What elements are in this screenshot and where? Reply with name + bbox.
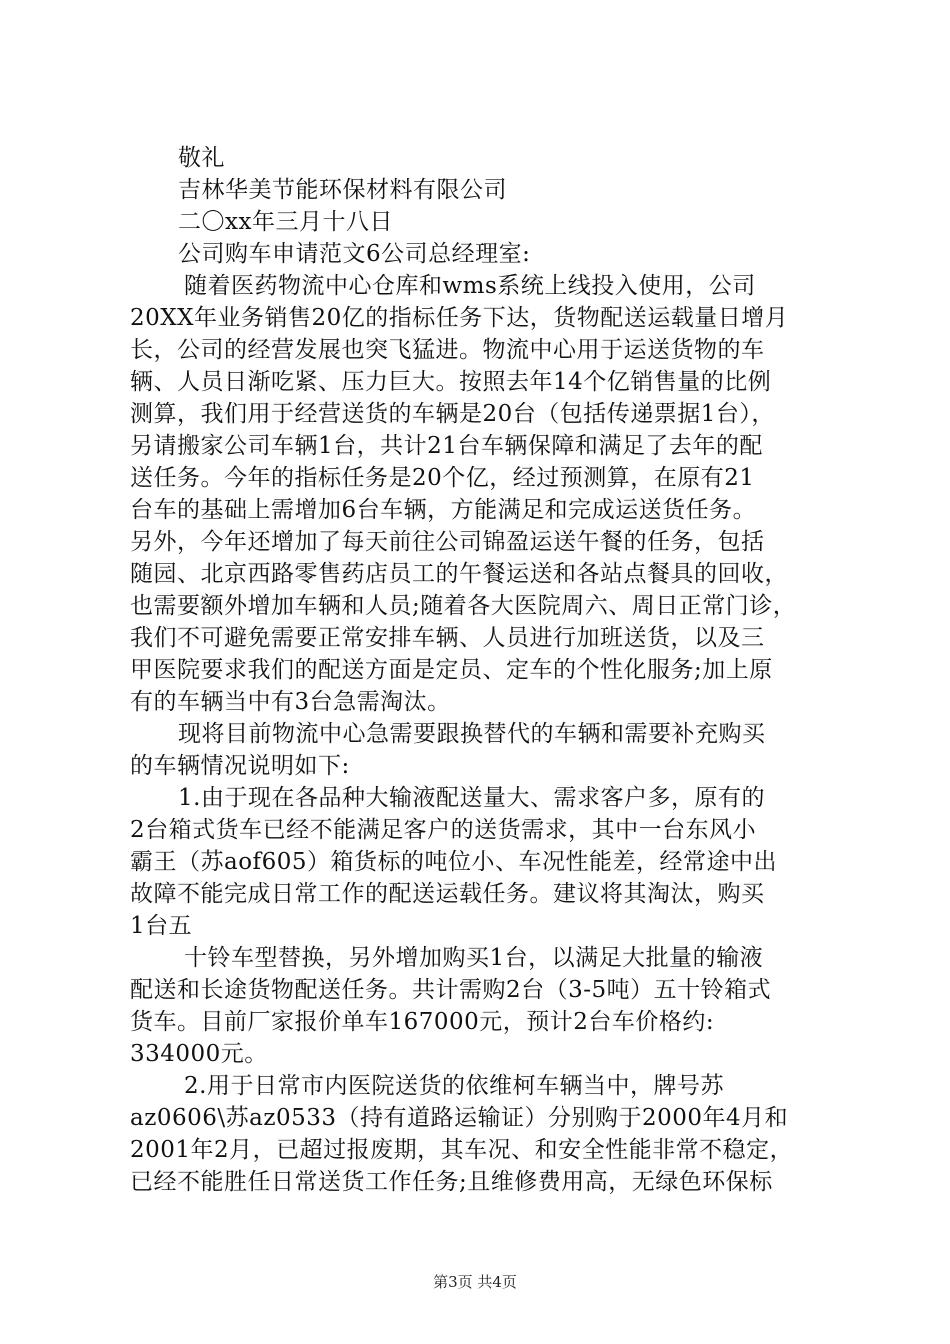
text-line: 1.由于现在各品种大输液配送量大、需求客户多，原有的 xyxy=(178,785,765,811)
text-line: 随着医药物流中心仓库和wms系统上线投入使用，公司 xyxy=(184,273,756,299)
text-line: 的车辆情况说明如下: xyxy=(130,753,350,779)
text-line: 故障不能完成日常工作的配送运载任务。建议将其淘汰，购买 xyxy=(130,881,765,907)
text-line: 另请搬家公司车辆1台，共计21台车辆保障和满足了去年的配 xyxy=(130,433,763,459)
text-line: 随园、北京西路零售药店员工的午餐运送和各站点餐具的回收， xyxy=(130,561,788,587)
text-line: 测算，我们用于经营送货的车辆是20台（包括传递票据1台）， xyxy=(130,401,775,427)
text-line: 有的车辆当中有3台急需淘汰。 xyxy=(130,689,451,715)
text-line: 送任务。今年的指标任务是20个亿，经过预测算，在原有21 xyxy=(130,465,755,491)
text-line: 十铃车型替换，另外增加购买1台，以满足大批量的输液 xyxy=(184,945,764,971)
text-line: 甲医院要求我们的配送方面是定员、定车的个性化服务;加上原 xyxy=(130,657,773,683)
text-line: 吉林华美节能环保材料有限公司 xyxy=(178,177,507,203)
text-line: 另外，今年还增加了每天前往公司锦盈运送午餐的任务，包括 xyxy=(130,529,765,555)
text-line: 货车。目前厂家报价单车167000元，预计2台车价格约: xyxy=(130,1009,715,1035)
text-line: 334000元。 xyxy=(130,1041,268,1067)
text-line: 敬礼 xyxy=(178,145,225,171)
text-line: 已经不能胜任日常送货工作任务;且维修费用高，无绿色环保标 xyxy=(130,1169,773,1195)
text-line: 霸王（苏aof605）箱货标的吨位小、车况性能差，经常途中出 xyxy=(130,849,777,875)
text-line: 2台箱式货车已经不能满足客户的送货需求，其中一台东风小 xyxy=(130,817,757,843)
text-line: 我们不可避免需要正常安排车辆、人员进行加班送货，以及三 xyxy=(130,625,765,651)
page-footer: 第3页 共4页 xyxy=(433,1273,517,1291)
text-line: 配送和长途货物配送任务。共计需购2台（3-5吨）五十铃箱式 xyxy=(130,977,772,1003)
text-line: 1台五 xyxy=(130,913,193,939)
text-line: 台车的基础上需增加6台车辆，方能满足和完成运送货任务。 xyxy=(130,497,757,523)
text-line: 2001年2月，已超过报废期，其车况、和安全性能非常不稳定， xyxy=(130,1137,794,1163)
text-line: 公司购车申请范文6公司总经理室: xyxy=(178,241,531,267)
text-line: 长，公司的经营发展也突飞猛进。物流中心用于运送货物的车 xyxy=(130,337,765,363)
text-line: az0606\苏az0533（持有道路运输证）分别购于2000年4月和 xyxy=(130,1105,789,1131)
text-line: 现将目前物流中心急需要跟换替代的车辆和需要补充购买 xyxy=(178,721,766,747)
document-body xyxy=(130,142,830,1198)
text-line: 二〇xx年三月十八日 xyxy=(178,209,393,235)
text-line: 20XX年业务销售20亿的指标任务下达，货物配送运载量日增月 xyxy=(130,305,789,331)
text-line: 辆、人员日渐吃紧、压力巨大。按照去年14个亿销售量的比例 xyxy=(130,369,772,395)
text-line: 2.用于日常市内医院送货的依维柯车辆当中，牌号苏 xyxy=(184,1073,724,1099)
text-line: 也需要额外增加车辆和人员;随着各大医院周六、周日正常门诊， xyxy=(130,593,797,619)
